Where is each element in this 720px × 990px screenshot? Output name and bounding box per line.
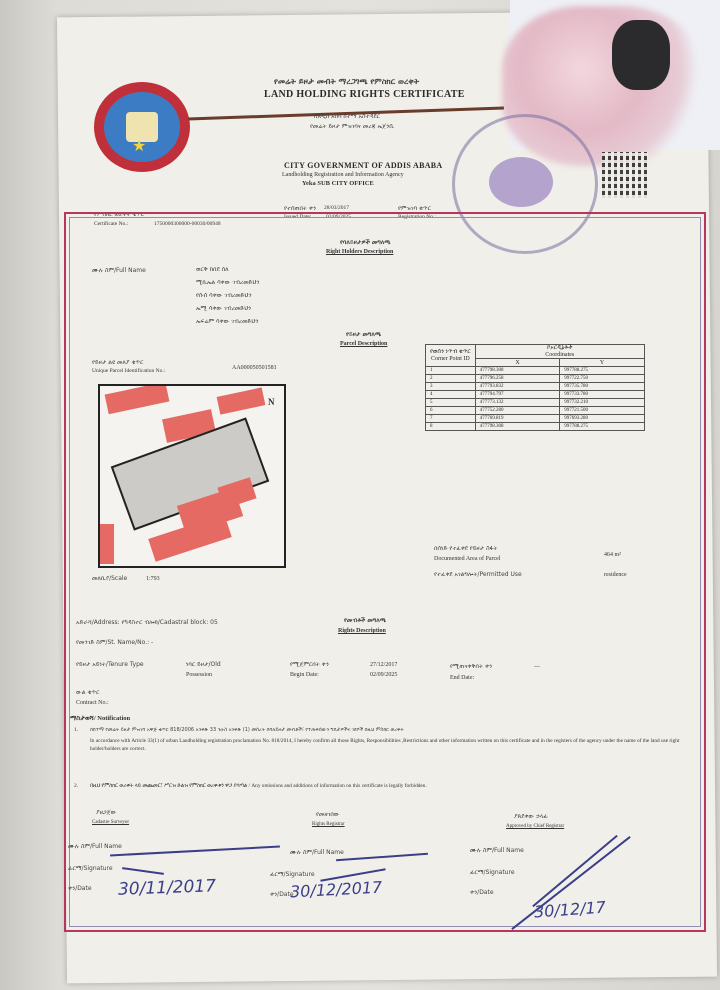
map-block xyxy=(217,387,266,414)
map-block xyxy=(100,524,114,564)
star-icon: ★ xyxy=(132,138,147,155)
signature-date-2: 30/12/2017 xyxy=(289,877,383,902)
map-block xyxy=(105,384,170,414)
table-row: 8 477798.308 997788.275 xyxy=(426,423,645,431)
issued-label-en: Issued Date: xyxy=(284,214,312,220)
fullname-label-2: ሙሉ ስም/Full Name xyxy=(290,849,344,856)
begin-value-en: 02/09/2025 xyxy=(370,672,398,678)
signature-date-1: 30/11/2017 xyxy=(117,876,217,900)
holder-name-1: ወርቅ ከበደ ሰለ xyxy=(196,266,229,273)
use-value: residence xyxy=(604,572,627,578)
city-emblem xyxy=(94,82,190,172)
upin-value: AA000050501581 xyxy=(232,365,277,371)
approved-en: Approved by Chief Registrar xyxy=(506,824,565,829)
captured-am: ያዘጋጀው xyxy=(96,809,117,816)
upin-label-en: Unique Parcel Identification No.: xyxy=(92,368,166,374)
holder-name-4: ኤሚ ሳቀው ገብረመድህን xyxy=(196,305,252,312)
tenure-value-en: Possession xyxy=(186,672,213,678)
contract-label-am: ውል ቁጥር xyxy=(76,689,100,696)
title-am: የመሬት ይዞታ መብት ማረጋገጫ የምስክር ወረቀት xyxy=(274,77,420,86)
gov-am-2: የመሬት ይዞታ ምዝገባና መረጃ ኤጀንሲ xyxy=(310,123,395,130)
qr-code xyxy=(602,152,648,198)
full-name-label: ሙሉ ስም/Full Name xyxy=(92,267,146,274)
issued-value: 02/09/2025 xyxy=(326,214,352,220)
use-label: የተፈቀደ አገልግሎት/Permitted Use xyxy=(434,571,522,578)
upin-label-am: የይዞታ ልዩ መለያ ቁጥር xyxy=(92,359,144,366)
notification-heading: ማስታወሻ/ Notification xyxy=(70,715,131,722)
street-label: የመንገድ ስም/St. Name/No.: - xyxy=(76,639,154,646)
date-label-1: ቀን/Date xyxy=(68,885,92,892)
area-label-am: በሰነድ የተፈቀደ የይዞታ ስፋት xyxy=(434,545,498,552)
reg-label-am: የምዝገባ ቁጥር xyxy=(398,205,431,212)
area-value: 464 m² xyxy=(604,552,621,558)
end-label-en: End Date: xyxy=(450,675,475,681)
gov-en: CITY GOVERNMENT OF ADDIS ABABA xyxy=(284,161,443,170)
cert-no-label-am: የምስክር ወረቀት ቁጥር xyxy=(94,211,145,218)
table-row: 2 477796.258 997722.750 xyxy=(426,375,645,383)
table-row: 5 477773.132 997732.210 xyxy=(426,399,645,407)
holder-name-3: የሱሰ ሳቀው ገብረመድህን xyxy=(196,292,252,299)
address-label: አድራሻ/Address: የካዳስተር ብሎክ/Cadastral block: 05 xyxy=(76,619,218,626)
approved-am: ያጸደቀው ኃላፊ xyxy=(514,813,548,820)
begin-value-am: 27/12/2017 xyxy=(370,662,398,668)
gov-am-1: በአዲስ አበባ ከተማ አስተዳደር xyxy=(314,113,380,120)
scale-value: 1:793 xyxy=(146,576,160,582)
fullname-label-3: ሙሉ ስም/Full Name xyxy=(470,847,524,854)
table-row: 7 477769.819 997693.280 xyxy=(426,415,645,423)
photo-hair xyxy=(612,20,670,90)
table-row: 4 477794.797 997733.780 xyxy=(426,391,645,399)
reg-label-en: Registration No.: xyxy=(398,214,436,220)
area-label-en: Documented Area of Parcel xyxy=(434,556,501,562)
begin-label-am: የሚጀምርበት ቀን xyxy=(290,661,329,668)
title-en: LAND HOLDING RIGHTS CERTIFICATE xyxy=(264,89,465,100)
end-label-am: የሚጠናቀቅበት ቀን xyxy=(450,663,493,670)
parcel-map xyxy=(98,384,286,568)
issued-value-am: 28/03/2017 xyxy=(324,205,350,211)
table-row: 3 477793.832 997735.780 xyxy=(426,383,645,391)
holders-heading-am: የባለይዞታዎች መግለጫ xyxy=(340,239,391,246)
rights-heading-en: Rights Description xyxy=(338,628,386,634)
date-label-2: ቀን/Date xyxy=(270,891,294,898)
date-label-3: ቀን/Date xyxy=(470,889,494,896)
signature-label-1: ፊርማ/Signature xyxy=(68,865,113,872)
rights-heading-am: የመብቶች መግለጫ xyxy=(344,617,386,624)
parcel-heading-en: Parcel Description xyxy=(340,341,388,347)
issued-label-am: የተሰጠበት ቀን xyxy=(284,205,317,212)
notification-1-am: በከተማ የመሬት ይዞታ ምዝገባ አዋጅ ቁጥር 818/2006 አንቀጽ 33 ንዑስ አንቀጽ (1) መሰረት በባለይዞታ መብቶች፣ የተጠቀሰውን ግዴታዎችና ገደቦች በዚህ ምስክር ወረቀት xyxy=(90,727,404,733)
table-row: 1 477798.308 997788.275 xyxy=(426,367,645,375)
contract-label-en: Contract No.: xyxy=(76,700,109,706)
captured-en: Cadastre Surveyor xyxy=(92,820,130,825)
end-value: — xyxy=(534,664,540,670)
cert-no-label-en: Certificate No.: xyxy=(94,221,129,227)
signature-label-2: ፊርማ/Signature xyxy=(270,871,315,878)
holder-name-5: ኤፍሬም ሳቀው ገብረመድህን xyxy=(196,318,259,325)
parcel-heading-am: የይዞታ መግለጫ xyxy=(346,331,382,338)
fullname-label-1: ሙሉ ስም/Full Name xyxy=(68,843,122,850)
agency-en: Landholding Registration and Information Agency xyxy=(282,172,404,178)
tenure-label: የይዞታ አይነት/Tenure Type xyxy=(76,661,144,668)
table-row: 6 477752.280 997721.500 xyxy=(426,407,645,415)
north-arrow-icon: N xyxy=(268,397,275,407)
signature-label-3: ፊርማ/Signature xyxy=(470,869,515,876)
tenure-value-am: ነባር ይዞታ/Old xyxy=(186,661,221,668)
coordinates-table: የወሰን ነጥብ ቁጥር Corner Point ID ኮኦርዲኔቶች Coordinates X Y 1 477798.308 997788.275 2 477796.258 997722.750 3 477793.832 997735.780 4 477794.797 997733.780 5 477773.132 997732.210 6 477752.280 997721.500 7 477769.819 997693.280 8 477798.308 997788.275 xyxy=(425,344,645,431)
begin-label-en: Begin Date: xyxy=(290,672,319,678)
registrar-en: Rights Registrar xyxy=(312,822,345,827)
notification-2: በዚህ የምስክር ወረቀት ላይ መጨመር፣ ሥርዝ ድልዝ የምስክር ወረቀቱን ዋጋ ያሳጣል / Any omissions and additions of information on this certificate is legally forbidden. xyxy=(90,783,427,789)
cert-no-value: 1750000300000-00030/00948 xyxy=(154,221,221,227)
signature-date-3: 30/12/17 xyxy=(533,897,607,922)
notification-1-en: In accordance with Article 33(1) of urban Landholding registration proclamation No. 818/2014, I hereby confirm all those Rights, Responsibilities ,Restrictions and other information written on this certificate and in the registers of the agency under the name of the land use right holder/holders are correct. xyxy=(90,738,680,752)
office-en: Yeka SUB CITY OFFICE xyxy=(302,180,374,187)
scale-label: መለኪያ/Scale xyxy=(92,575,128,582)
holders-heading-en: Right Holders Description xyxy=(326,249,394,255)
registrar-am: የመዘገበው xyxy=(316,811,340,818)
holder-name-2: ሚኪኤል ሳቀው ገብረመድህን xyxy=(196,279,260,286)
